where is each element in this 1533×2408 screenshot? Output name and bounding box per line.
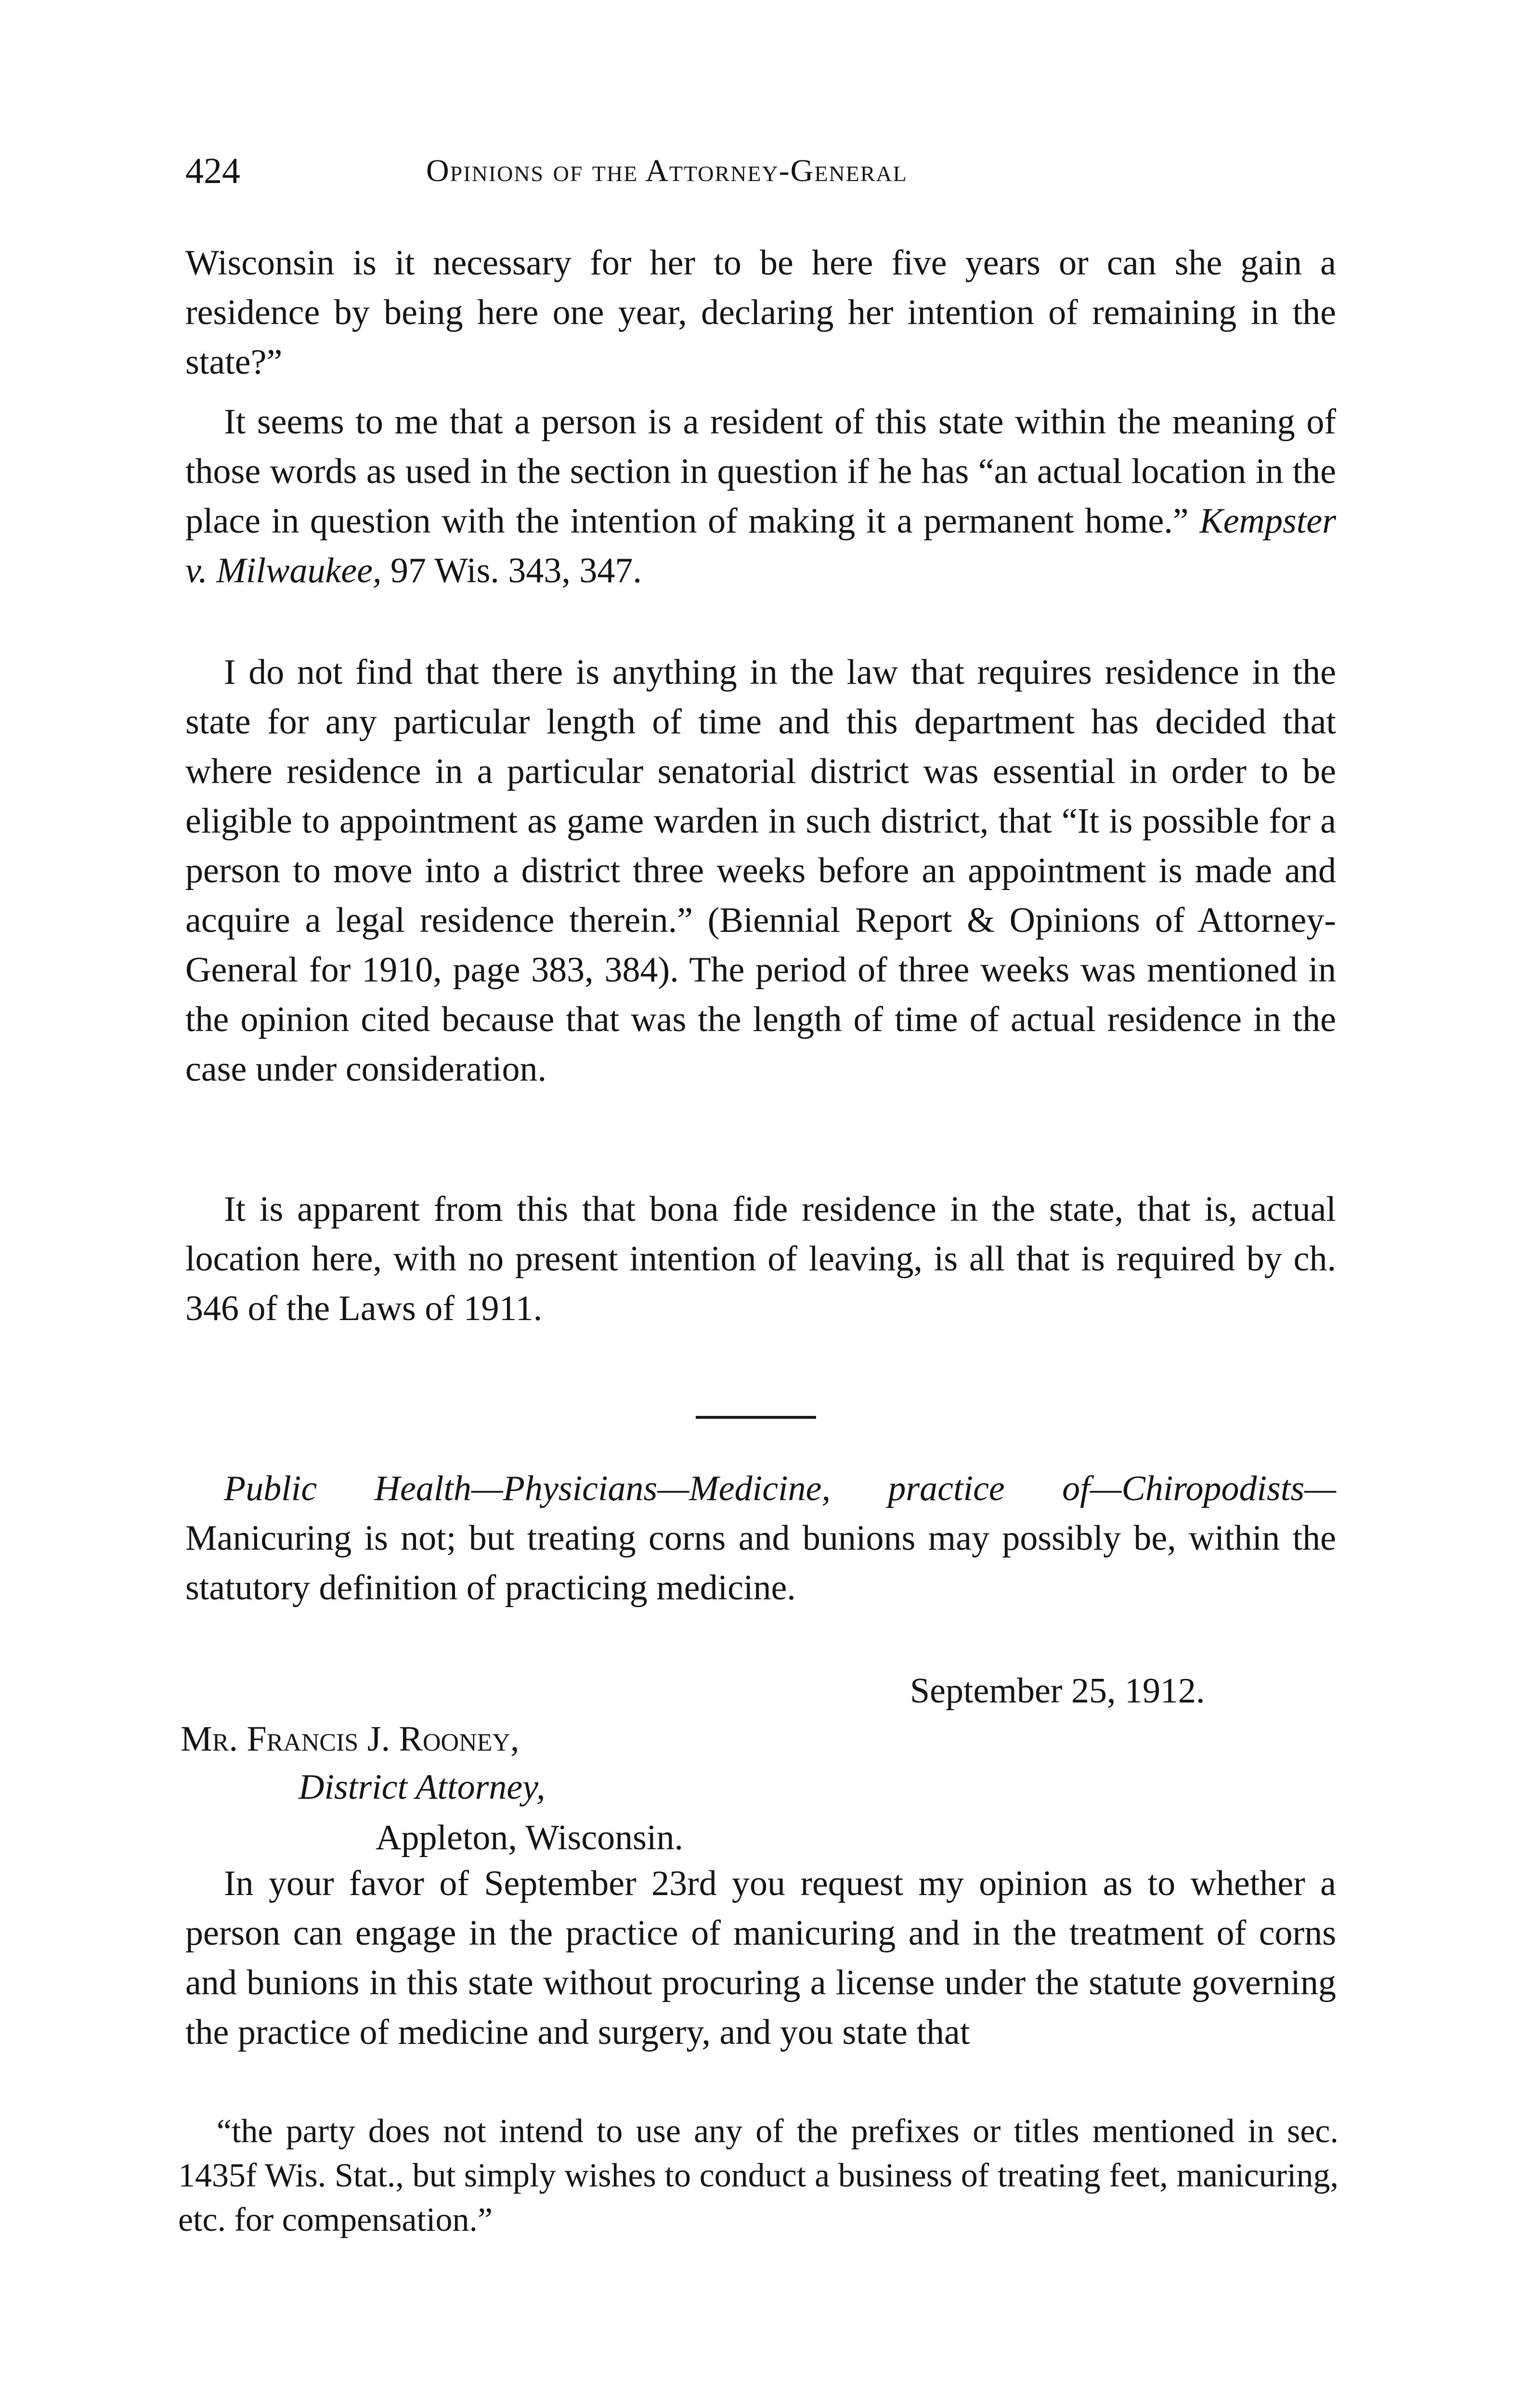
paragraph-text: It seems to me that a person is a resident of this state within the meaning of those words as used in the section in question if he has “an actual location in the place in question with the intention of making it a permanent home.” — [185, 402, 1336, 541]
citation-reference: 97 Wis. 343, 347. — [390, 551, 642, 590]
addressee-city: Appleton, Wisconsin. — [376, 1818, 684, 1858]
paragraph-length-of-residence: I do not find that there is anything in the law that requires residence in the state for any particular length of time and this department has decided that where residence in a particular senatorial district was essential in order to be eligible to appointment as game warden in such district, that “It is possible for a person to move into a district three weeks before an appointment is made and acquire a legal residence therein.” (Biennial Report & Opinions of Attorney-General for 1910, page 383, 384). The period of three weeks was mentioned in the opinion cited because that was the length of time of actual residence in the case under consideration. — [185, 653, 1336, 1089]
paragraph-continuation: Wisconsin is it necessary for her to be here five years or can she gain a residence by being here one year, declaring her intention of remaining in the state?” — [185, 243, 1336, 382]
paragraph-request: In your favor of September 23rd you request my opinion as to whether a person can engage in the practice of manicuring and in the treatment of corns and bunions in this state without procuring a license under the statute governing the practice of medicine and surgery, and you state that — [185, 1864, 1336, 2052]
paragraph-conclusion: It is apparent from this that bona fide residence in the state, that is, actual location here, with no present intention of leaving, is all that is required by ch. 346 of the Laws of 1911. — [185, 1190, 1336, 1328]
page-header — [185, 144, 1341, 197]
running-title: Opinions of the Attorney-General — [426, 153, 908, 188]
paragraph-residence-definition — [185, 397, 1336, 596]
addressee-title: District Attorney, — [299, 1767, 546, 1807]
page-number: 424 — [185, 151, 240, 191]
headnote-topics: Public Health—Physicians—Medicine, practice of—Chiropodists— — [224, 1469, 1336, 1508]
addressee-name: Mr. Francis J. Rooney, — [181, 1719, 520, 1759]
opinion-headnote — [185, 1464, 1336, 1613]
headnote-summary: Manicuring is not; but treating corns and bunions may possibly be, within the statutory definition of practicing medicine. — [185, 1518, 1336, 1608]
section-divider — [696, 1416, 816, 1419]
opinion-date: September 25, 1912. — [910, 1671, 1205, 1711]
case-citation: Kempster v. Milwaukee, — [185, 501, 1337, 590]
block-quote: “the party does not intend to use any of the prefixes or titles mentioned in sec. 1435f Wis. Stat., but simply wishes to conduct a business of treating feet, manicuring, etc. for compensation.” — [178, 2113, 1338, 2238]
